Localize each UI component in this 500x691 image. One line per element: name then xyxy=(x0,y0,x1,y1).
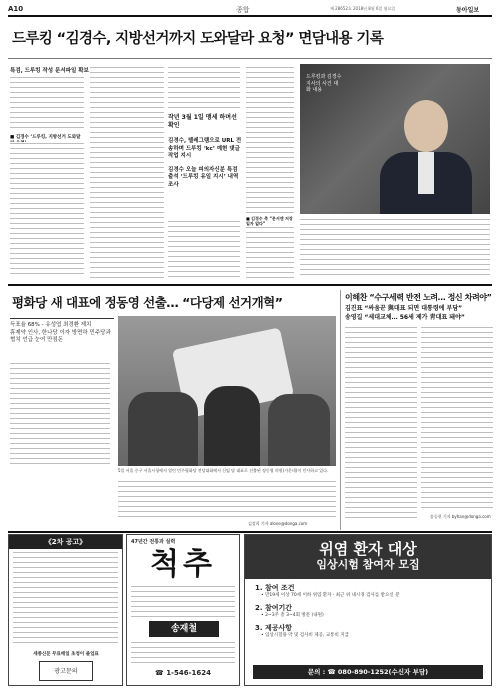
article2-body-text xyxy=(118,480,336,520)
article2-deck xyxy=(10,318,114,356)
right-ad-item-1-text: • 만19세 이상 70세 이하 위염 환자 · 최근 위 내시경 검사를 받으신 분 xyxy=(261,593,400,598)
article1-col3-text xyxy=(168,66,240,110)
crowd-center xyxy=(204,386,260,466)
left-ad-box: 광고문의 xyxy=(39,661,93,681)
left-ad-text xyxy=(13,551,118,647)
article3-body-text xyxy=(345,326,417,518)
right-ad-header xyxy=(245,535,491,579)
right-ad-item-3 xyxy=(255,624,481,639)
page-number: A10 xyxy=(8,5,24,13)
article1-col5-text xyxy=(300,218,490,276)
middle-ad-brand: 척추 xyxy=(150,547,216,582)
article1-sub1: 작년 3월 1일 맹세 하며선 확인 xyxy=(168,114,237,129)
left-ad-footer: 세종신문 무료매일 초청이 졸업표 xyxy=(33,652,99,657)
right-ad-item-3-text: • 임상시험용 약 및 검사비 제공, 교통비 지급 xyxy=(261,633,349,638)
ad-section-rule xyxy=(8,531,492,533)
left-ad-title: 《2차 공고》 xyxy=(9,535,122,549)
article1-sub3: 김경수 오늘 피의자신분 특검 출석 ‘드루킹 유일 지시’ 내역 조사 xyxy=(168,166,239,188)
article1-headline: 드루킹 “김경수, 지방선거까지 도와달라 요청” 면담내용 기록 xyxy=(12,31,384,47)
article3-body-text-2 xyxy=(421,326,493,512)
article2-headline: 평화당 새 대표에 정동영 선출… “다당제 선거개혁” xyxy=(12,295,283,310)
article3-subhead: 김진표 “싸움꾼 與대표 되면 대통령에 부담” 송영길 “세대교체… 56세 제가 靑대표 돼야” xyxy=(345,305,465,321)
article2-deck-text: 득표율 68% - 유성엽 최경환 제치 휴제약 인사, 한나당 이자 방면하 민주당과 협치 언급 눈여 만점돈 xyxy=(10,322,111,343)
crowd-right xyxy=(268,394,330,466)
article1-sub2: 김경수, 텔레그램으로 URL 전송하며 드루킹 ‘kc’ 예현 댓글작업 지시 xyxy=(168,138,242,159)
middle-ad-phone: ☎ 1-546-1624 xyxy=(155,669,211,677)
article2-photo-caption: 5일 서울 중구 서울시청에서 열린 민주평화당 전당대회에서 신임 당 대표로 선출된 정동영 의원(가운데)이 인사하고 있다. xyxy=(118,468,329,473)
person-head xyxy=(404,100,448,152)
newspaper-name: 동아일보 xyxy=(456,7,480,14)
right-ad-item-1-title: 1. 참여 조건 xyxy=(255,584,295,592)
person-shirt xyxy=(418,152,434,194)
headline-rule xyxy=(8,58,492,59)
article1-subhead-block xyxy=(168,114,242,188)
article1-kicker: 특검, 드루킹 작성 문서파일 확보 xyxy=(10,68,89,74)
article3-headline: 이해찬 “수구세력 반전 노려… 정신 차려야” xyxy=(345,293,492,302)
article2-col1-text xyxy=(10,362,110,466)
left-ad xyxy=(8,534,123,686)
masthead-rule xyxy=(8,15,492,17)
column-divider xyxy=(340,290,341,530)
article1-col3-text-2 xyxy=(168,220,240,278)
right-ad-item-2 xyxy=(255,604,481,619)
right-ad-items xyxy=(245,579,491,639)
article2-byline: 김상희 기자 alone@donga.com xyxy=(248,521,308,526)
right-ad xyxy=(244,534,492,686)
right-ad-item-2-title: 2. 참여기간 xyxy=(255,604,293,612)
section-label: 종합 xyxy=(236,6,250,14)
photo-caption-box: 드루킹과 김경수 지사의 사건 대화 내용 xyxy=(306,74,342,93)
right-ad-item-1 xyxy=(255,584,481,599)
article1-col2-text xyxy=(90,66,164,278)
crowd-left xyxy=(128,392,198,466)
right-ad-item-2-text: • 2~3주 총 3~4회 방문 (내원) xyxy=(261,613,324,618)
issue-info: 제 28652호 2018년 8월 6일 월요일 xyxy=(330,6,396,11)
article1-subhead-2: ■ 김경수 측 “문서엔 저장일자 없다” xyxy=(246,216,293,226)
middle-ad xyxy=(126,534,240,686)
right-ad-title: 위염 환자 대상 xyxy=(319,540,417,558)
middle-ad-text xyxy=(131,585,235,617)
right-ad-item-3-title: 3. 제공사항 xyxy=(255,624,293,632)
middle-ad-box: 송재철 xyxy=(149,621,219,637)
right-ad-subtitle: 임상시험 참여자 모집 xyxy=(316,558,420,571)
middle-ad-top: 47년간 전통과 실력 xyxy=(131,539,176,545)
article1-photo xyxy=(300,64,490,214)
article1-col4-text xyxy=(246,66,294,278)
right-ad-contact: 문의 : ☎ 080-890-1252(수신자 부담) xyxy=(253,665,483,679)
article1-col1-text-2 xyxy=(10,142,84,278)
article1-subhead-1: ■ 김경수 ‘드루킹, 지방선거 도와달 xyxy=(10,135,81,140)
middle-ad-text-2 xyxy=(131,641,235,665)
article1-col1-text xyxy=(10,76,84,131)
article3-byline: 송승헌 기자 byhan@donga.com xyxy=(430,514,491,519)
section-rule-1 xyxy=(8,284,492,286)
article2-photo xyxy=(118,316,336,466)
